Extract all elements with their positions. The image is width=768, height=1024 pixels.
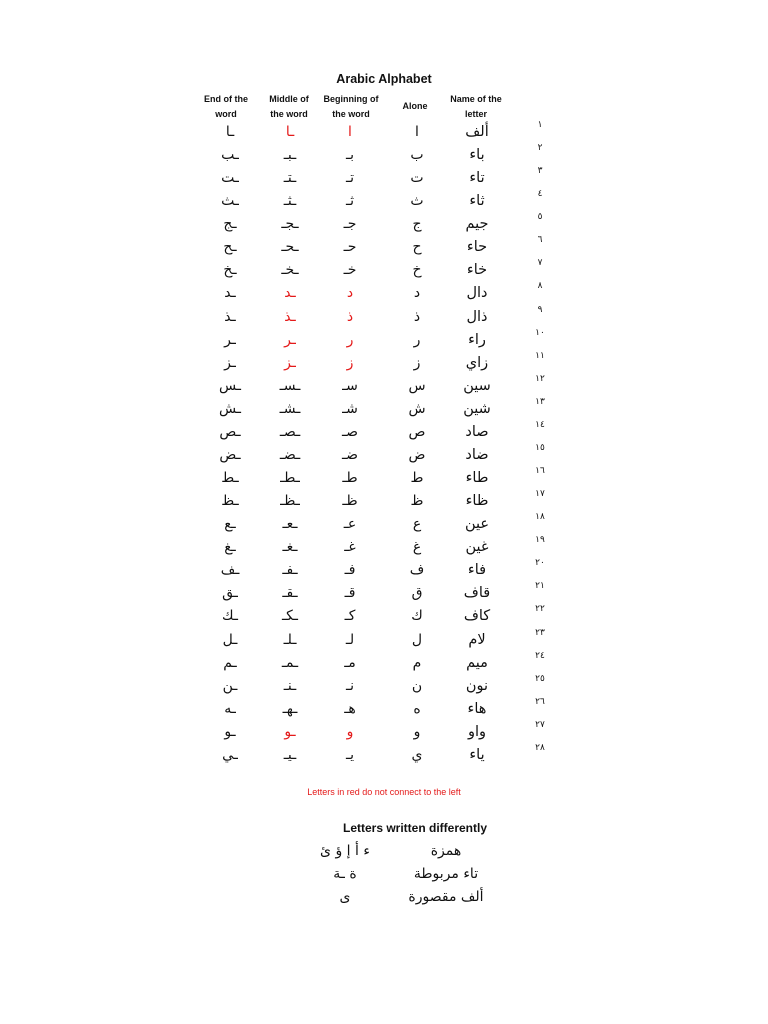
- letter-name: عين: [464, 516, 490, 533]
- table-row: [0, 650, 768, 677]
- table-row: [0, 696, 768, 723]
- letter-number: ٥: [537, 212, 543, 223]
- letter-name: ضاد: [465, 446, 489, 463]
- letter-middle-form: ـهـ: [282, 700, 298, 717]
- letter-middle-form: ـا: [285, 124, 295, 140]
- letter-beginning-form: و: [346, 723, 354, 740]
- letter-beginning-form: خـ: [343, 262, 357, 279]
- letter-alone-form: ن: [411, 677, 423, 694]
- letter-middle-form: ـقـ: [282, 585, 298, 602]
- letter-middle-form: ـر: [284, 331, 296, 348]
- letters-written-differently-title: Letters written differently: [342, 821, 488, 835]
- letter-number: ١٢: [535, 373, 545, 384]
- table-row: [0, 719, 768, 746]
- letter-end-form: ـع: [224, 516, 236, 533]
- table-row: [0, 535, 768, 561]
- letter-middle-form: ـذ: [284, 308, 296, 325]
- letter-name: سين: [463, 377, 491, 394]
- table-row: [0, 489, 768, 515]
- table-row: [0, 466, 768, 492]
- table-row: [0, 327, 768, 354]
- table-row: [0, 166, 768, 192]
- letter-middle-form: ـبـ: [283, 147, 297, 164]
- letter-end-form: ـر: [224, 331, 236, 348]
- letter-middle-form: ـفـ: [282, 562, 298, 579]
- letter-name: خاء: [466, 262, 488, 279]
- letter-name: غين: [465, 539, 489, 556]
- letter-alone-form: ق: [411, 585, 423, 602]
- letter-number: ١٠: [535, 327, 545, 338]
- letter-middle-form: ـد: [284, 285, 296, 302]
- letter-beginning-form: هـ: [344, 700, 356, 717]
- letter-end-form: ـش: [219, 400, 241, 417]
- letter-name: تاء مربوطة: [413, 866, 479, 882]
- letter-middle-form: ـنـ: [283, 677, 297, 694]
- letter-end-form: ـي: [222, 746, 238, 763]
- letter-alone-form: ل: [411, 631, 423, 648]
- letter-middle-form: ـجـ: [281, 216, 299, 233]
- letter-middle-form: ـلـ: [283, 631, 297, 648]
- letter-name: ألف: [465, 124, 489, 140]
- letter-number: ٧: [537, 258, 543, 269]
- letter-name: ألف مقصورة: [408, 889, 484, 905]
- letter-name: دال: [466, 285, 488, 302]
- letter-beginning-form: يـ: [346, 746, 354, 763]
- letter-end-form: ـس: [219, 377, 241, 394]
- letter-alone-form: د: [413, 285, 421, 302]
- table-row: [0, 558, 768, 584]
- letter-middle-form: ـمـ: [281, 654, 299, 671]
- letter-beginning-form: ز: [346, 354, 354, 371]
- letter-alone-form: ز: [413, 354, 421, 371]
- letter-end-form: ـد: [224, 285, 236, 302]
- table-row: [0, 396, 768, 423]
- letter-end-form: ـظ: [221, 493, 239, 510]
- letter-name: همزة: [430, 843, 462, 859]
- letter-middle-form: ـحـ: [281, 239, 299, 256]
- letter-number: ٢٠: [535, 558, 545, 569]
- letter-alone-form: س: [408, 377, 426, 394]
- letter-beginning-form: بـ: [346, 147, 354, 164]
- different-row: [0, 843, 768, 867]
- letter-middle-form: ـز: [284, 354, 296, 371]
- letter-alone-form: ح: [412, 239, 422, 256]
- letter-end-form: ـل: [222, 631, 238, 648]
- letter-name: نون: [465, 677, 489, 694]
- letter-end-form: ـث: [221, 193, 239, 210]
- table-row: [0, 419, 768, 446]
- letter-number: ١٨: [535, 512, 545, 523]
- table-row: [0, 373, 768, 400]
- letter-name: حاء: [466, 239, 488, 256]
- letter-middle-form: ـخـ: [281, 262, 299, 279]
- different-row: [0, 889, 768, 913]
- header-beginning-of-word: [318, 92, 384, 122]
- letter-number: ٩: [537, 304, 543, 315]
- letter-beginning-form: ذ: [346, 308, 354, 325]
- letter-middle-form: ـطـ: [280, 470, 300, 487]
- letter-name: كاف: [463, 608, 491, 625]
- letter-number: ٢٤: [535, 650, 545, 661]
- letter-middle-form: ـغـ: [282, 539, 298, 556]
- letter-beginning-form: فـ: [344, 562, 356, 579]
- letter-alone-form: ف: [409, 562, 425, 579]
- letter-number: ٢٥: [535, 673, 545, 684]
- letter-beginning-form: لـ: [345, 631, 355, 648]
- table-row: [0, 627, 768, 654]
- letter-name: باء: [469, 147, 485, 164]
- letter-name: ذال: [466, 308, 488, 325]
- letter-alone-form: ج: [412, 216, 422, 233]
- letter-end-form: ـح: [223, 239, 237, 256]
- table-row: [0, 442, 768, 469]
- letter-number: ٦: [537, 235, 543, 246]
- table-row: [0, 235, 768, 261]
- letter-name: صاد: [465, 423, 489, 440]
- letter-end-form: ـك: [222, 608, 238, 625]
- letter-number: ١: [537, 120, 543, 130]
- letter-beginning-form: شـ: [342, 400, 358, 417]
- letter-number: ١٧: [535, 489, 545, 500]
- table-row: [0, 604, 768, 630]
- letter-alone-form: م: [412, 654, 422, 671]
- letter-beginning-form: كـ: [344, 608, 356, 625]
- letter-number: ١١: [535, 350, 545, 361]
- letter-beginning-form: غـ: [344, 539, 356, 556]
- letter-middle-form: ـثـ: [283, 193, 297, 210]
- letter-number: ٢٦: [535, 696, 545, 707]
- letter-name: شين: [463, 400, 491, 417]
- letter-name: ثاء: [469, 193, 485, 210]
- letter-end-form: ـم: [223, 654, 237, 671]
- letter-number: ٤: [537, 189, 543, 200]
- letter-alone-form: ي: [411, 746, 423, 763]
- header-end-of-word: [196, 92, 256, 122]
- letter-alone-form: ك: [411, 608, 423, 625]
- letter-end-form: ـب: [221, 147, 239, 164]
- letter-end-form: ـض: [219, 446, 241, 463]
- table-row: [0, 304, 768, 331]
- letter-name: تاء: [469, 170, 485, 187]
- letter-alone-form: خ: [412, 262, 422, 279]
- letter-beginning-form: ضـ: [342, 446, 358, 463]
- letter-alone-form: ب: [410, 147, 424, 164]
- letter-alone-form: و: [413, 723, 421, 740]
- table-row: [0, 281, 768, 307]
- letter-number: ٢٨: [535, 742, 545, 753]
- page-title: Arabic Alphabet: [336, 72, 432, 86]
- letter-beginning-form: نـ: [346, 677, 354, 694]
- letter-beginning-form: ثـ: [346, 193, 354, 210]
- header-middle-of-word: [258, 92, 320, 122]
- letter-name: لام: [468, 631, 486, 648]
- letter-number: ٢٧: [535, 719, 545, 730]
- letter-middle-form: ـصـ: [279, 423, 301, 440]
- header-line: End of the: [204, 94, 248, 104]
- table-row: [0, 581, 768, 607]
- letter-name: ياء: [469, 746, 485, 763]
- letter-forms: ء أ إ ؤ ئ: [320, 843, 370, 859]
- table-row: [0, 212, 768, 238]
- header-line: word: [215, 109, 237, 119]
- letter-number: ١٥: [535, 442, 545, 453]
- letter-beginning-form: ا: [348, 124, 352, 140]
- letter-number: ٢٢: [535, 604, 545, 615]
- letter-number: ٣: [537, 166, 543, 177]
- letter-middle-form: ـكـ: [282, 608, 298, 625]
- table-row: [0, 512, 768, 538]
- table-row: [0, 742, 768, 769]
- letter-alone-form: ت: [410, 170, 424, 187]
- header-line: Beginning of: [323, 94, 379, 104]
- letter-forms: ى: [339, 889, 351, 905]
- letter-name: ظاء: [465, 493, 489, 510]
- letter-alone-form: ظ: [410, 493, 424, 510]
- letter-alone-form: ه: [413, 700, 421, 717]
- letter-middle-form: ـسـ: [279, 377, 301, 394]
- letter-beginning-form: سـ: [342, 377, 358, 394]
- letter-number: ١٩: [535, 535, 545, 546]
- table-row: [0, 350, 768, 377]
- letter-middle-form: ـيـ: [283, 746, 297, 763]
- letter-beginning-form: جـ: [343, 216, 357, 233]
- letter-name: هاء: [467, 700, 487, 717]
- letter-beginning-form: ظـ: [342, 493, 358, 510]
- letter-name: فاء: [467, 562, 487, 579]
- letter-end-form: ـق: [222, 585, 238, 602]
- letter-end-form: ـط: [221, 470, 239, 487]
- table-row: [0, 189, 768, 215]
- letter-beginning-form: ر: [346, 331, 354, 348]
- letter-beginning-form: طـ: [342, 470, 358, 487]
- letter-number: ٢١: [535, 581, 545, 592]
- header-alone: [387, 99, 443, 114]
- red-letters-note: Letters in red do not connect to the left: [307, 787, 461, 797]
- table-row: [0, 143, 768, 169]
- letter-end-form: ـف: [220, 562, 240, 579]
- letter-end-form: ـذ: [224, 308, 236, 325]
- header-line: Middle of: [269, 94, 309, 104]
- letter-middle-form: ـظـ: [280, 493, 300, 510]
- letter-end-form: ـو: [224, 723, 236, 740]
- letter-alone-form: ر: [413, 331, 421, 348]
- letter-beginning-form: مـ: [344, 654, 356, 671]
- header-letter-name: [445, 92, 507, 122]
- letter-middle-form: ـعـ: [282, 516, 298, 533]
- letter-number: ٢: [537, 143, 543, 154]
- header-line: letter: [464, 109, 487, 119]
- letter-number: ٨: [537, 281, 543, 292]
- letter-alone-form: ث: [410, 193, 424, 210]
- letter-end-form: ـت: [221, 170, 239, 187]
- letter-name: قاف: [463, 585, 491, 602]
- letter-alone-form: ض: [408, 446, 426, 463]
- different-row: [0, 866, 768, 890]
- letter-middle-form: ـضـ: [279, 446, 301, 463]
- letter-beginning-form: صـ: [342, 423, 358, 440]
- letter-name: واو: [467, 723, 487, 740]
- letter-end-form: ـغ: [224, 539, 236, 556]
- letter-alone-form: ص: [408, 423, 426, 440]
- letter-end-form: ـن: [222, 677, 238, 694]
- header-line: the word: [270, 109, 308, 119]
- letter-forms: ة ـة: [333, 866, 357, 882]
- letter-alone-form: غ: [412, 539, 422, 556]
- letter-middle-form: ـتـ: [283, 170, 297, 187]
- letter-name: جيم: [465, 216, 489, 233]
- letter-number: ١٣: [535, 396, 545, 407]
- letter-beginning-form: تـ: [346, 170, 354, 187]
- letter-end-form: ـا: [225, 124, 235, 140]
- letter-name: ميم: [466, 654, 488, 671]
- letter-beginning-form: د: [346, 285, 354, 302]
- letter-alone-form: ش: [408, 400, 426, 417]
- letter-number: ١٦: [535, 466, 545, 477]
- table-row: [0, 673, 768, 700]
- letter-name: زاي: [465, 354, 489, 371]
- header-line: the word: [332, 109, 370, 119]
- header-line: Alone: [402, 101, 428, 111]
- letter-end-form: ـخ: [223, 262, 237, 279]
- letter-middle-form: ـو: [284, 723, 296, 740]
- letter-beginning-form: حـ: [343, 239, 357, 256]
- letter-name: راء: [468, 331, 486, 348]
- letter-alone-form: ذ: [413, 308, 421, 325]
- letter-beginning-form: قـ: [344, 585, 356, 602]
- table-row: [0, 120, 768, 146]
- letter-alone-form: ط: [410, 470, 424, 487]
- letter-alone-form: ع: [412, 516, 422, 533]
- letter-end-form: ـز: [224, 354, 236, 371]
- letter-end-form: ـص: [219, 423, 241, 440]
- header-line: Name of the: [450, 94, 502, 104]
- letter-number: ٢٣: [535, 627, 545, 638]
- letter-end-form: ـه: [224, 700, 236, 717]
- letter-alone-form: ا: [415, 124, 419, 140]
- table-row: [0, 258, 768, 284]
- letter-middle-form: ـشـ: [279, 400, 301, 417]
- letter-name: طاء: [465, 470, 489, 487]
- letter-beginning-form: عـ: [343, 516, 357, 533]
- letter-number: ١٤: [535, 419, 545, 430]
- letter-end-form: ـج: [223, 216, 237, 233]
